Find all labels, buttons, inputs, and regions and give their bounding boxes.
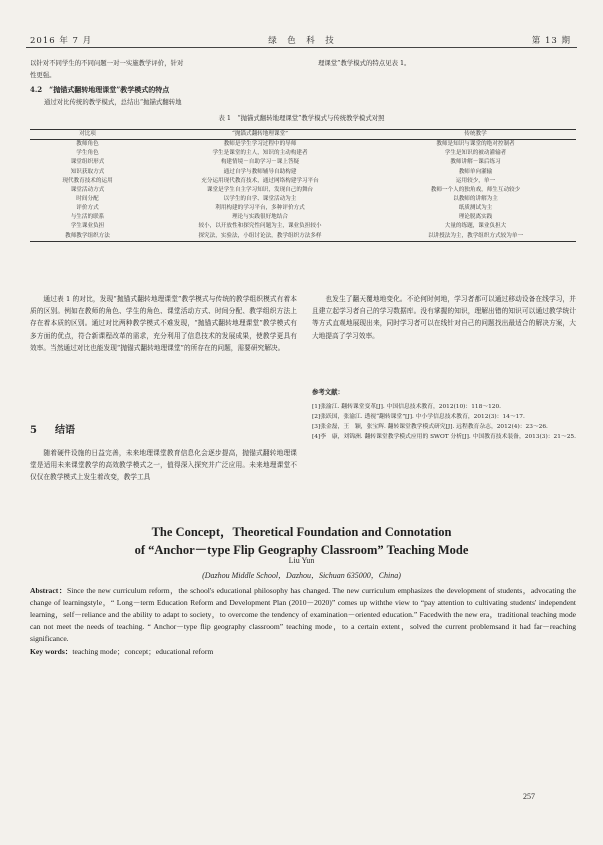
table-header-row: [30, 130, 576, 140]
table-cell: 教师角色: [76, 141, 99, 148]
section-title: 结语: [54, 425, 75, 436]
table-row: [30, 195, 576, 204]
para-table-discussion: 通过表 1 的对比，发现“抛锚式翻转地理课堂”教学模式与传统的教学组织模式有着本质的区别。例如在教师的角色、学生的角色、课堂活动方式、时间分配、教学组织方法上存在着本质的区别。通过对比两种教学模式不难发现，“抛锚式翻转地理课堂”教学模式有多方面的优点，符合新课程改革的需求，充分利用了信息技术的发展成果，使教学更具有效率。当然通过对比也能发现“抛锚式翻转地理课堂”的所存在的问题，需要研究解决。: [30, 295, 297, 352]
table-row: [30, 140, 576, 150]
table-cell: 教师讲解－课后练习: [450, 159, 501, 166]
table-body: [30, 140, 576, 242]
table-cell: 理论与实践很好地结合: [232, 214, 288, 221]
table-cell: 与生活的联系: [70, 214, 105, 221]
keywords-text: teaching mode；concept；educational reform: [72, 647, 214, 656]
table-cell: 课堂活动方式: [70, 186, 105, 193]
table-header-cell: 传统教学: [375, 130, 576, 140]
table-cell: 知识获取方式: [70, 168, 105, 175]
table-cell: 时间分配: [76, 196, 99, 203]
table-caption: 表 1 “抛锚式翻转地理课堂”教学模式与传统教学模式对照: [218, 114, 385, 122]
table-cell: 学生是课堂的主人，知识的主动构建者: [212, 150, 308, 157]
english-keywords: [30, 646, 576, 658]
para-conclusion-cont: 也发生了翻天覆地地变化。不论何时何地，学习者都可以通过移动设备在线学习，并且建立起学习者自己的学习数据库。没有掌握的知识，理解出错的知识可以通过教学统计等方式直观地展现出来，同时学习者可以在线针对自己的问题找出最适合的解决方案，大大地提高了学习效率。: [312, 295, 576, 340]
table-cell: 运用较少，单一: [455, 177, 496, 184]
table-cell: 教师教学组织方法: [30, 232, 145, 242]
reference-item: [3]张金磊，王 颖，张宝辉. 翻转课堂教学模式研究[J]. 远程教育杂志，2012(4)：23～26.: [312, 424, 548, 430]
table-row: [30, 204, 576, 213]
table-cell: 较小，以开放性和探究性问题为主，课业负担较小: [198, 223, 322, 230]
table-cell: 评价方式: [76, 205, 99, 212]
table-cell: 充分运用现代教育技术，通过网络构建学习平台: [201, 177, 319, 184]
table-cell: 大量的练题，课业负担大: [444, 223, 507, 230]
table-cell: 以学生的自学、课堂活动为主: [223, 196, 297, 203]
left-column-para: [30, 293, 297, 354]
para-conclusion: 随着硬件设施的日益完善，未来地理课堂教育信息化会逐步提高，抛锚式翻转地理课堂是适用未来课堂教学的高效教学模式之一，值得深入探究并广泛应用。未来地理课堂不仅仅在教学模式上发生着改变，教学工具: [30, 449, 297, 482]
table-cell: 构建情境－自助学习－课上答疑: [220, 159, 300, 166]
comparison-table: [30, 129, 576, 242]
table-cell: 学生是知识的被动灌输者: [444, 150, 507, 157]
table-cell: 利用构建的学习平台，多种评价方式: [215, 205, 305, 212]
table-cell: 学生角色: [76, 150, 99, 157]
reference-item: [4]李 康，刘锦洲. 翻转课堂教学模式应用的 SWOT 分析[J]. 中国教育技术装备，2013(3)：21～25.: [312, 434, 576, 440]
subsection-intro: 通过对比传统的教学模式，总结出“抛锚式翻转地: [44, 98, 182, 106]
table-cell: 教师单向灌输: [458, 168, 493, 175]
table-cell: 以教师的讲解为主: [453, 196, 498, 203]
table-cell: 理论脱离实践: [458, 214, 493, 221]
header-date: 2016 年 7 月: [30, 36, 93, 46]
abstract-label: Abstract：: [30, 586, 67, 595]
keywords-label: Key words：: [30, 647, 73, 656]
references-title: 参考文献：: [312, 388, 344, 396]
table-cell: 课堂组织形式: [70, 159, 105, 166]
table-cell: 教师是学生学习过程中的导师: [223, 141, 297, 148]
header-rule: [26, 47, 577, 48]
english-abstract: [30, 585, 576, 645]
table-cell: 学生课业负担: [70, 223, 105, 230]
top-right-line: 理课堂”教学模式的特点见表 1。: [318, 59, 411, 67]
table-cell: 教师一个人的独角戏，师生互动较少: [430, 186, 521, 193]
english-affiliation: (Dazhou Middle School，Dazhou，Sichuan 635000，China): [202, 571, 401, 580]
table-cell: 现代教育技术的运用: [62, 177, 113, 184]
subsection-heading: 4.2 “抛锚式翻转地理课堂”教学模式的特点: [30, 85, 170, 94]
table-cell: 通过自学与教师辅导自助构建: [223, 168, 297, 175]
abstract-text: Since the new curriculum reform，the school's educational philosophy has changed. The new curriculum emphasizes the development of students，advocating the change of learningstyle，“ Long－term Education Reform and Development Plan (2010－2020)” comes up withthe view to “pay attention to cultivating students' independent learning，self－reliance and the ability to adapt to society，to overcome the tendency of examination－oriented education.” Facedwith the new era，traditional teaching mode can not meet the needs of teaching. “ Anchor－type flip geography classroom” teaching mode，to a certain extent，solved the current problemsand it had far－reaching significance.: [30, 586, 576, 643]
english-title-line1: The Concept，Theoretical Foundation and Connotation: [151, 525, 452, 539]
top-left-line1: 以针对不同学生的不同问题一对一实施教学评价，针对: [30, 59, 184, 67]
table-row: [30, 158, 576, 167]
section5-heading: [30, 421, 75, 436]
section-number: 5: [30, 425, 37, 436]
right-column-para: [312, 293, 576, 342]
table-row: [30, 168, 576, 177]
table-row: [30, 177, 576, 186]
table-row: [30, 222, 576, 231]
table-row: [30, 186, 576, 195]
table-row: [30, 213, 576, 222]
table-row: [30, 232, 576, 242]
references-list: [312, 402, 576, 442]
page-number: 257: [523, 792, 535, 801]
table-cell: 以讲授法为主，教学组织方式较为单一: [375, 232, 576, 242]
english-title-line2: of “Anchor－type Flip Geography Classroom” Teaching Mode: [134, 543, 469, 557]
table-cell: 教师是知识与课堂的绝对控制者: [436, 141, 515, 148]
table-header-cell: 对比项: [30, 130, 145, 140]
table-cell: 探究法，实验法，小组讨论法，教学组织方法多样: [145, 232, 375, 242]
table-row: [30, 149, 576, 158]
table-cell: 纸质测试为主: [458, 205, 493, 212]
reference-item: [2]张跃国，张渝江. 透视“翻转课堂”[J]. 中小学信息技术教育，2012(3)：14～17.: [312, 414, 525, 420]
header-issue: 第 13 期: [531, 36, 571, 46]
table-header-cell: “抛锚式翻转地理课堂”: [145, 130, 375, 140]
left-column-para2: [30, 447, 297, 484]
table-cell: 课堂是学生自主学习知识，发现自己的舞台: [206, 186, 314, 193]
top-left-line2: 性更强。: [30, 71, 56, 79]
header-journal: 绿 色 科 技: [268, 36, 335, 46]
english-author: Liu Yun: [288, 556, 315, 565]
reference-item: [1]张渝江. 翻转课堂变革[J]. 中国信息技术教育，2012(10)：118～120.: [312, 404, 501, 410]
